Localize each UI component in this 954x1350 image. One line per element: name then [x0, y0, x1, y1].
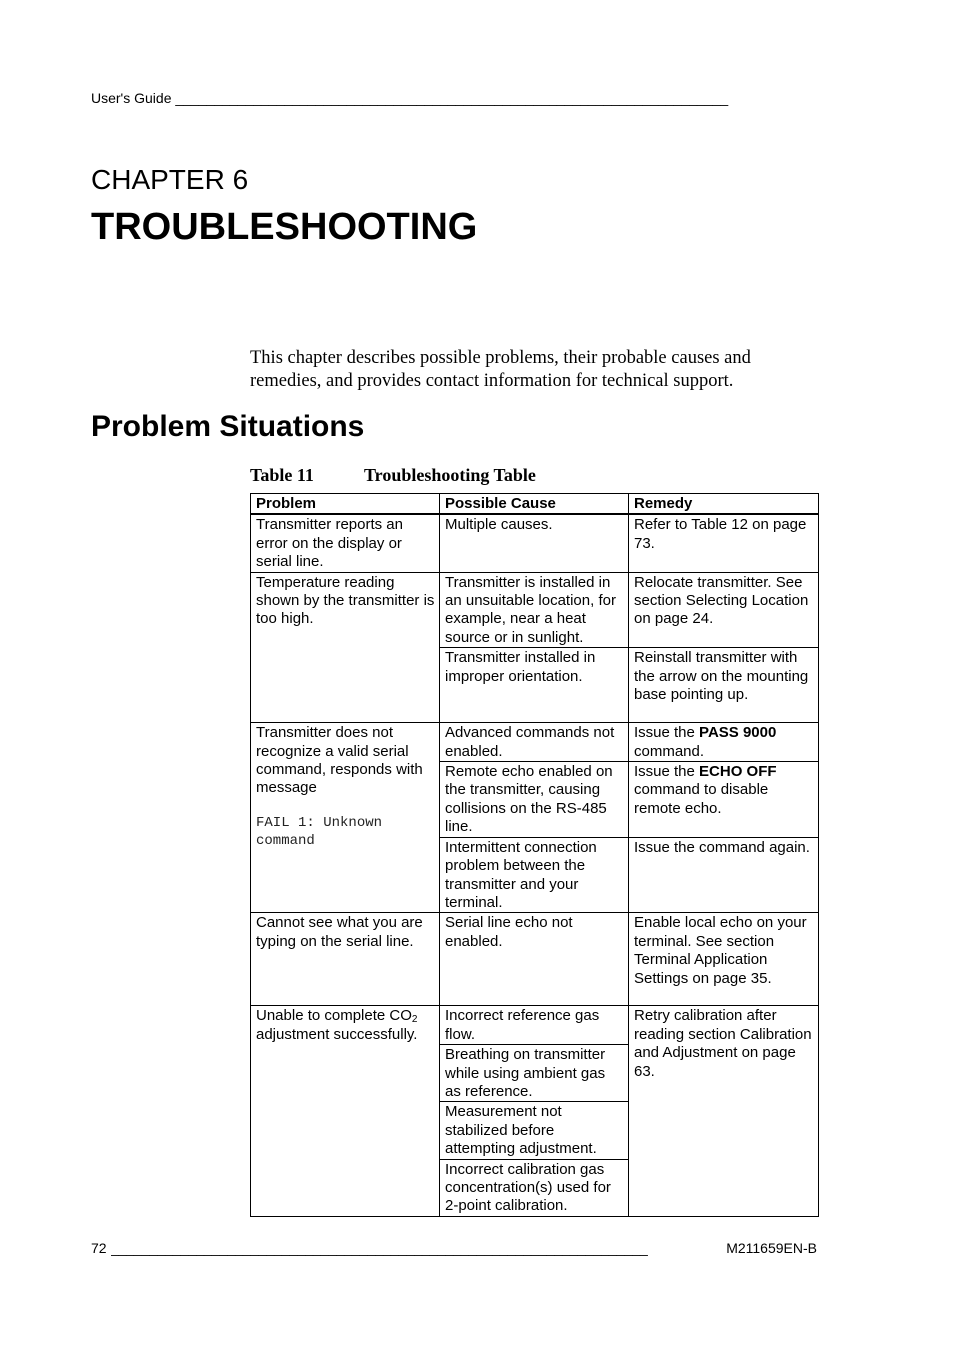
cause-cell: Breathing on transmitter while using ambient gas as reference.: [440, 1045, 629, 1102]
table-header-row: [251, 494, 819, 515]
subscript: 2: [411, 1014, 418, 1026]
footer-rule: _____________________________________________________________________: [110, 1240, 648, 1256]
remedy-cell: Enable local echo on your terminal. See section Terminal Application Settings on page 35.: [629, 913, 819, 1006]
remedy-cell: [629, 762, 819, 838]
problem-text: Unable to complete CO: [256, 1007, 412, 1025]
table-row: [251, 1006, 819, 1045]
section-heading: Problem Situations: [91, 410, 365, 443]
command-name: ECHO OFF: [699, 763, 777, 781]
remedy-text: Issue the: [634, 724, 700, 742]
remedy-text: command to disable remote echo.: [634, 781, 769, 817]
cause-cell: Serial line echo not enabled.: [440, 913, 629, 1006]
column-header-cause: Possible Cause: [440, 494, 629, 515]
remedy-cell: Refer to Table 12 on page 73.: [629, 514, 819, 572]
problem-cell: [251, 1006, 440, 1216]
cause-cell: Transmitter installed in improper orientation.: [440, 648, 629, 723]
document-id: M211659EN-B: [726, 1240, 817, 1256]
remedy-cell: Reinstall transmitter with the arrow on the mounting base pointing up.: [629, 648, 819, 723]
cause-cell: Measurement not stabilized before attempting adjustment.: [440, 1102, 629, 1159]
running-footer: [91, 1240, 817, 1256]
problem-text: adjustment successfully.: [256, 1025, 418, 1043]
error-message-code: FAIL 1: Unknown command: [256, 814, 383, 850]
cause-cell: Incorrect reference gas flow.: [440, 1006, 629, 1045]
table-row: [251, 572, 819, 648]
page-number: 72: [91, 1240, 107, 1256]
problem-text: Transmitter does not recognize a valid serial command, responds with message: [256, 724, 423, 797]
remedy-text: Issue the: [634, 763, 700, 781]
cause-cell: Transmitter is installed in an unsuitable location, for example, near a heat source or in sunlight.: [440, 572, 629, 648]
remedy-text: command.: [634, 742, 705, 760]
remedy-cell: Relocate transmitter. See section Selecting Location on page 24.: [629, 572, 819, 648]
table-title: Troubleshooting Table: [364, 465, 536, 485]
remedy-cell: Retry calibration after reading section Calibration and Adjustment on page 63.: [629, 1006, 819, 1216]
cause-cell: Intermittent connection problem between the transmitter and your terminal.: [440, 837, 629, 913]
column-header-remedy: Remedy: [629, 494, 819, 515]
chapter-label: CHAPTER 6: [91, 164, 249, 195]
chapter-title: TROUBLESHOOTING: [91, 206, 478, 248]
table-caption: [250, 465, 536, 486]
intro-paragraph: This chapter describes possible problems, their probable causes and remedies, and provides contact information for technical support.: [250, 348, 751, 391]
problem-cell: [251, 723, 440, 913]
running-header: User's Guide _______________________________________________________________________: [91, 90, 729, 106]
problem-cell: Temperature reading shown by the transmitter is too high.: [251, 572, 440, 723]
cause-cell: Advanced commands not enabled.: [440, 723, 629, 762]
remedy-cell: [629, 723, 819, 762]
table-row: [251, 723, 819, 762]
remedy-cell: Issue the command again.: [629, 837, 819, 913]
cause-cell: Remote echo enabled on the transmitter, causing collisions on the RS-485 line.: [440, 762, 629, 838]
command-name: PASS 9000: [699, 724, 777, 742]
troubleshooting-table: [250, 493, 819, 1217]
cause-cell: Incorrect calibration gas concentration(s) used for 2-point calibration.: [440, 1159, 629, 1216]
column-header-problem: Problem: [251, 494, 440, 515]
problem-cell: Cannot see what you are typing on the serial line.: [251, 913, 440, 1006]
problem-cell: Transmitter reports an error on the display or serial line.: [251, 514, 440, 572]
table-row: [251, 913, 819, 1006]
table-number: Table 11: [250, 465, 314, 485]
cause-cell: Multiple causes.: [440, 514, 629, 572]
table-row: [251, 514, 819, 572]
